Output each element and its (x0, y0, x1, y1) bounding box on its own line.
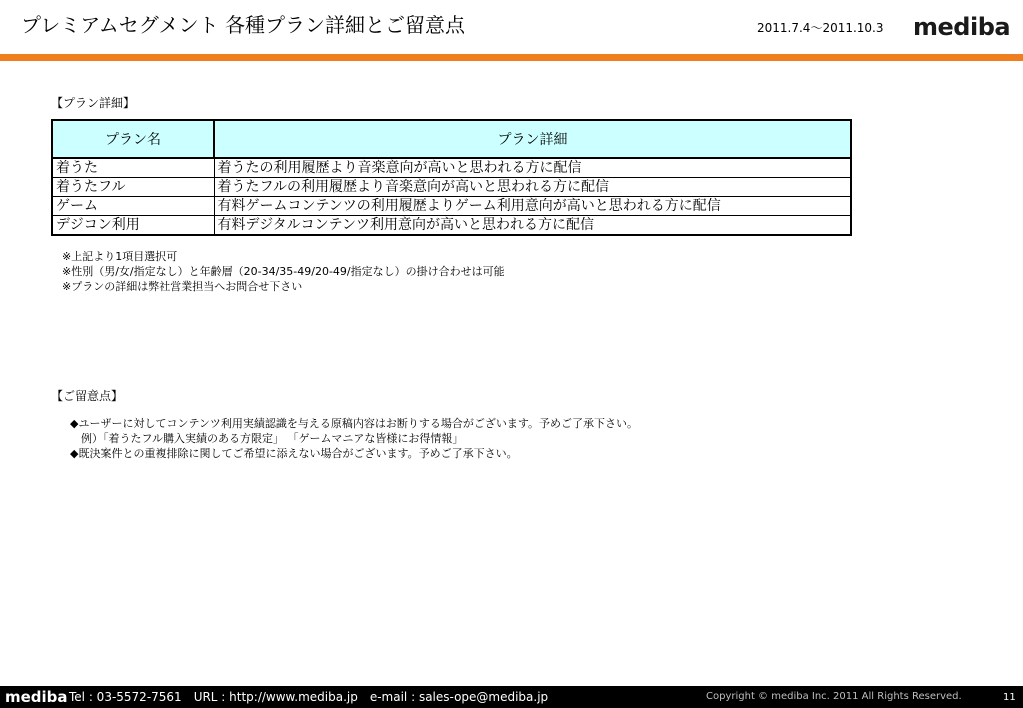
column-header-plan-name: プラン名 (52, 120, 214, 158)
plan-name-cell: 着うたフル (52, 178, 214, 197)
plan-name-cell: デジコン利用 (52, 216, 214, 236)
page-number: 11 (1003, 692, 1016, 703)
caution-item: ◆ユーザーに対してコンテンツ利用実績認識を与える原稿内容はお断りする場合がございます。予めご了承下さい。 (70, 417, 639, 430)
footer-contact-info: Tel : 03-5572-7561 URL : http://www.mediba.jp e-mail : sales-ope@mediba.jp (69, 690, 549, 704)
page-title: プレミアムセグメント 各種プラン詳細とご留意点 (21, 13, 465, 37)
plan-detail-cell: 有料ゲームコンテンツの利用履歴よりゲーム利用意向が高いと思われる方に配信 (214, 197, 851, 216)
plan-name-cell: ゲーム (52, 197, 214, 216)
plan-table (51, 119, 852, 236)
plan-detail-cell: 着うたフルの利用履歴より音楽意向が高いと思われる方に配信 (214, 178, 851, 197)
caution-list (70, 416, 638, 461)
note-line: ※プランの詳細は弊社営業担当へお問合せ下さい (62, 280, 303, 293)
plan-section-label: 【プラン詳細】 (51, 96, 136, 110)
footer-logo: mediba (5, 688, 68, 706)
mediba-logo: mediba (913, 13, 1011, 41)
note-line: ※性別（男/女/指定なし）と年齢層（20-34/35-49/20-49/指定なし）の掛け合わせは可能 (62, 265, 505, 278)
header-accent-bar (0, 54, 1023, 61)
footer-copyright: Copyright © mediba Inc. 2011 All Rights Reserved. (706, 691, 962, 702)
note-line: ※上記より1項目選択可 (62, 250, 178, 263)
table-header-row (52, 120, 851, 158)
plan-name-cell: 着うた (52, 158, 214, 178)
table-row (52, 197, 851, 216)
column-header-plan-detail: プラン詳細 (214, 120, 851, 158)
slide-header (0, 0, 1023, 54)
plan-detail-cell: 着うたの利用履歴より音楽意向が高いと思われる方に配信 (214, 158, 851, 178)
date-range: 2011.7.4〜2011.10.3 (757, 21, 884, 35)
plan-detail-cell: 有料デジタルコンテンツ利用意向が高いと思われる方に配信 (214, 216, 851, 236)
caution-example: 例）「着うたフル購入実績のある方限定」 「ゲームマニアな皆様にお得情報」 (70, 432, 464, 445)
plan-notes (62, 249, 505, 294)
caution-item: ◆既決案件との重複排除に関してご希望に添えない場合がございます。予めご了承下さい。 (70, 447, 518, 460)
table-row (52, 178, 851, 197)
slide-footer (0, 686, 1023, 708)
caution-section-label: 【ご留意点】 (51, 389, 124, 403)
table-row (52, 216, 851, 236)
table-row (52, 158, 851, 178)
